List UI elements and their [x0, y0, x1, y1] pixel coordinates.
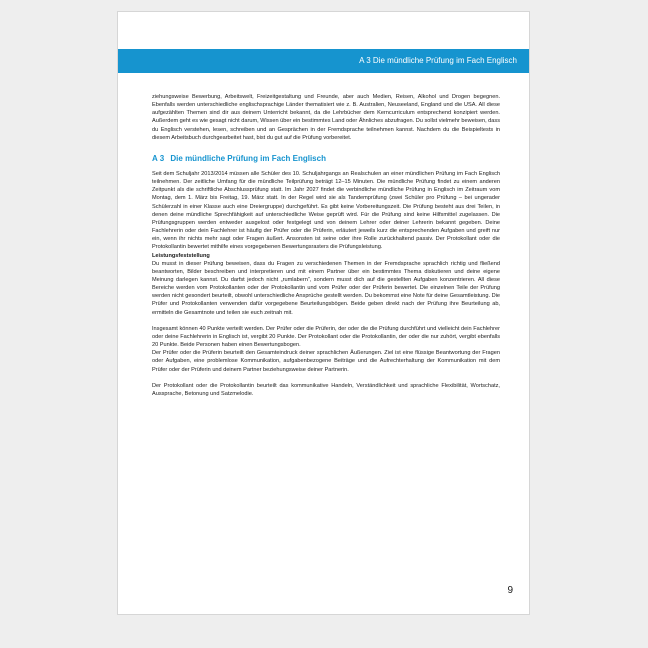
section-title: Die mündliche Prüfung im Fach Englisch	[170, 153, 326, 163]
page-number: 9	[507, 585, 513, 596]
final-paragraph: Der Protokollant oder die Protokollantin beurteilt das kommunikative Handeln, Verständlichkeit und sprachliche Flexibilität, Wortschatz, Aussprache, Betonung und Satzmelodie.	[152, 382, 500, 397]
section-heading	[152, 154, 500, 164]
chapter-header-band	[118, 49, 529, 73]
running-header-title: A 3 Die mündliche Prüfung im Fach Englisch	[359, 56, 517, 65]
page-content	[152, 93, 500, 398]
points-paragraph-2: Der Prüfer oder die Prüferin beurteilt den Gesamteindruck deiner sprachlichen Äußerungen. Ziel ist eine flüssige Beantwortung der Fragen oder Aufgaben, eine problemlose Kommunikation, aufgabenbezogene Beiträge und die Aufrechterhaltung der Kommunikation mit dem Prüfer oder der Prüferin und deinem Partner beziehungsweise deiner Partnerin.	[152, 350, 500, 373]
section-number: A 3	[152, 153, 165, 163]
document-page	[117, 11, 530, 615]
subsection-paragraph: Du musst in dieser Prüfung beweisen, dass du Fragen zu verschiedenen Themen in der Fremdsprache sprachlich richtig und fließend beantworten, Bilder beschreiben und interpretieren und mit einem Partner über ein bestimmtes Thema diskutieren und deine eigene Meinung darlegen kannst. Du darfst jedoch nicht „rumlabern“, sondern musst dich auf die gestellten Aufgaben konzentrieren. All diese Bereiche werden vom Protokollanten oder der Protokollantin und vom Prüfer oder der Prüferin bewertet. Die einzelnen Teile der Prüfung werden nicht gesondert beurteilt, obwohl unterschiedliche Ansprüche gestellt werden. Du bekommst eine Note für deine Gesamtleistung. Die Prüfer und Protokollanten verwenden dafür vorgegebene Beurteilungsbögen. Beide geben direkt nach der Prüfung ihre Beurteilung ab, ermitteln die Gesamtnote und teilen sie euch zeitnah mit.	[152, 260, 500, 316]
section-paragraph: Seit dem Schuljahr 2013/2014 müssen alle Schüler des 10. Schuljahrgangs an Realschulen an einer mündlichen Prüfung im Fach Englisch teilnehmen. Der zeitliche Umfang für die mündliche Teilprüfung beträgt 12–15 Minuten. Die mündliche Prüfung findet zu einem anderen Zeitpunkt als die schriftliche Abschlussprüfung statt. Im Jahr 2027 findet die verbindliche mündliche Prüfung in Englisch im Zeitraum vom Montag, dem 1. März bis Freitag, 19. März statt. In der Regel wird sie als Tandemprüfung (zwei Schüler pro Prüfung – bei ungerader Schülerzahl in einer Klasse auch eine Dreiergruppe) durchgeführt. Es gibt keine Vorbereitungszeit. Die Prüfung besteht aus drei Teilen, in denen deine mündliche Sprechfähigkeit auf unterschiedliche Weise geprüft wird. Für die Prüfung sind keine Hilfsmittel zugelassen. Die Prüfungsgruppen werden entweder ausgelost oder festgelegt und von deinem Lehrer oder deiner Lehrerin bekannt gegeben. Deine Fachlehrerin oder dein Fachlehrer ist häufig der Prüfer oder die Prüferin, erläutert jeweils kurz die entsprechenden Aufgaben und greift nur ein, wenn ihr nichts mehr sagt oder Fragen äußert. Ansonsten ist seine oder ihre Rolle zurückhaltend passiv. Der Protokollant oder die Protokollantin bewertet mithilfe eines vorgegebenen Bewertungsrasters die Prüfungsleistung.	[152, 170, 500, 251]
subsection-heading: Leistungsfeststellung	[152, 252, 210, 259]
points-paragraph-1: Insgesamt können 40 Punkte verteilt werden. Der Prüfer oder die Prüferin, der oder die die Prüfung durchführt und vielleicht dein Fachlehrer oder deine Fachlehrerin in Englisch ist, vergibt 20 Punkte. Der Protokollant oder die Protokollantin, der oder die nur zuhört, vergibt ebenfalls 20 Punkte. Beide Personen haben einen Bewertungsbogen.	[152, 325, 500, 349]
intro-paragraph: ziehungsweise Bewerbung, Arbeitswelt, Freizeitgestaltung und Freunde, aber auch Medien, Reisen, Alkohol und Drogen begegnen. Ebenfalls werden unterschiedliche englischsprachige Länder thematisiert wie z. B. Australien, Neuseeland, England und die USA. All diese aufgezählten Themen sind dir aus deinem Unterricht bekannt, da die Lehrbücher dem Kerncurriculum entsprechend konzipiert werden. Außerdem geht es wie gesagt nicht darum, Wissen über ein bestimmtes Land oder Ähnliches abzufragen. Du sollst vielmehr beweisen, dass du Englisch verstehen, lesen, schreiben und an Gesprächen in der Fremdsprache teilnehmen kannst. Nachdem du die Beispieltests in diesem Arbeitsbuch durchgearbeitet hast, bist du gut auf die Prüfung vorbereitet.	[152, 94, 500, 141]
